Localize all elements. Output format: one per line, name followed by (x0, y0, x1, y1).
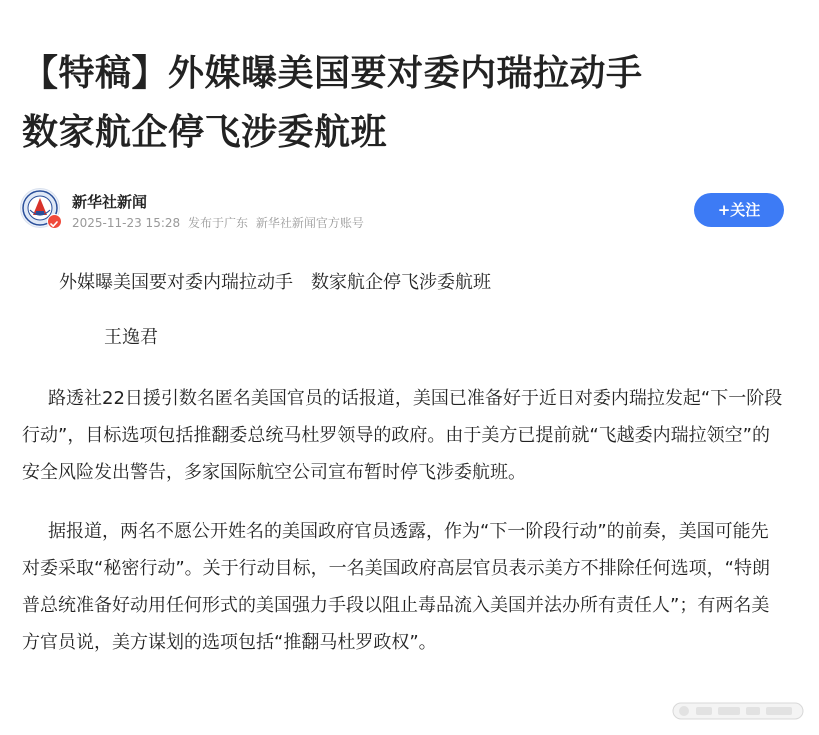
article-paragraph: 路透社22日援引数名匿名美国官员的话报道，美国已准备好于近日对委内瑞拉发起“下一阶段行动”，目标选项包括推翻委总统马杜罗领导的政府。由于美方已提前就“飞越委内瑞拉领空”的安全风险发出警告，多家国际航空公司宣布暂时停飞涉委航班。 (22, 388, 783, 483)
author-bar (20, 188, 800, 234)
post-location: 发布于广东 (187, 216, 248, 230)
account-description: 新华社新闻官方账号 (255, 216, 364, 230)
article-title-line-1: 【特稿】外媒曝美国要对委内瑞拉动手 (22, 53, 643, 94)
post-date: 2025-11-23 15:28 (72, 216, 181, 230)
article-title-line-2: 数家航企停飞涉委航班 (22, 112, 388, 153)
article-sub-heading: 外媒曝美国要对委内瑞拉动手 数家航企停飞涉委航班 (59, 272, 491, 293)
article-byline: 王逸君 (104, 327, 158, 348)
verified-badge-icon (47, 214, 62, 229)
post-meta (72, 214, 368, 231)
source-name[interactable]: 新华社新闻 (72, 193, 148, 211)
article-paragraph: 据报道，两名不愿公开姓名的美国政府官员透露，作为“下一阶段行动”的前奏，美国可能先对委采取“秘密行动”。关于行动目标，一名美国政府高层官员表示美方不排除任何选项，“特朗普总统准备好动用任何形式的美国强力手段以阻止毒品流入美国并法办所有责任人”；有两名美方官员说，美方谋划的选项包括“推翻马杜罗政权”。 (22, 521, 770, 653)
watermark-logo (672, 700, 804, 722)
follow-button[interactable]: +关注 (694, 193, 784, 227)
article-body (22, 264, 786, 661)
article-title (22, 44, 802, 162)
